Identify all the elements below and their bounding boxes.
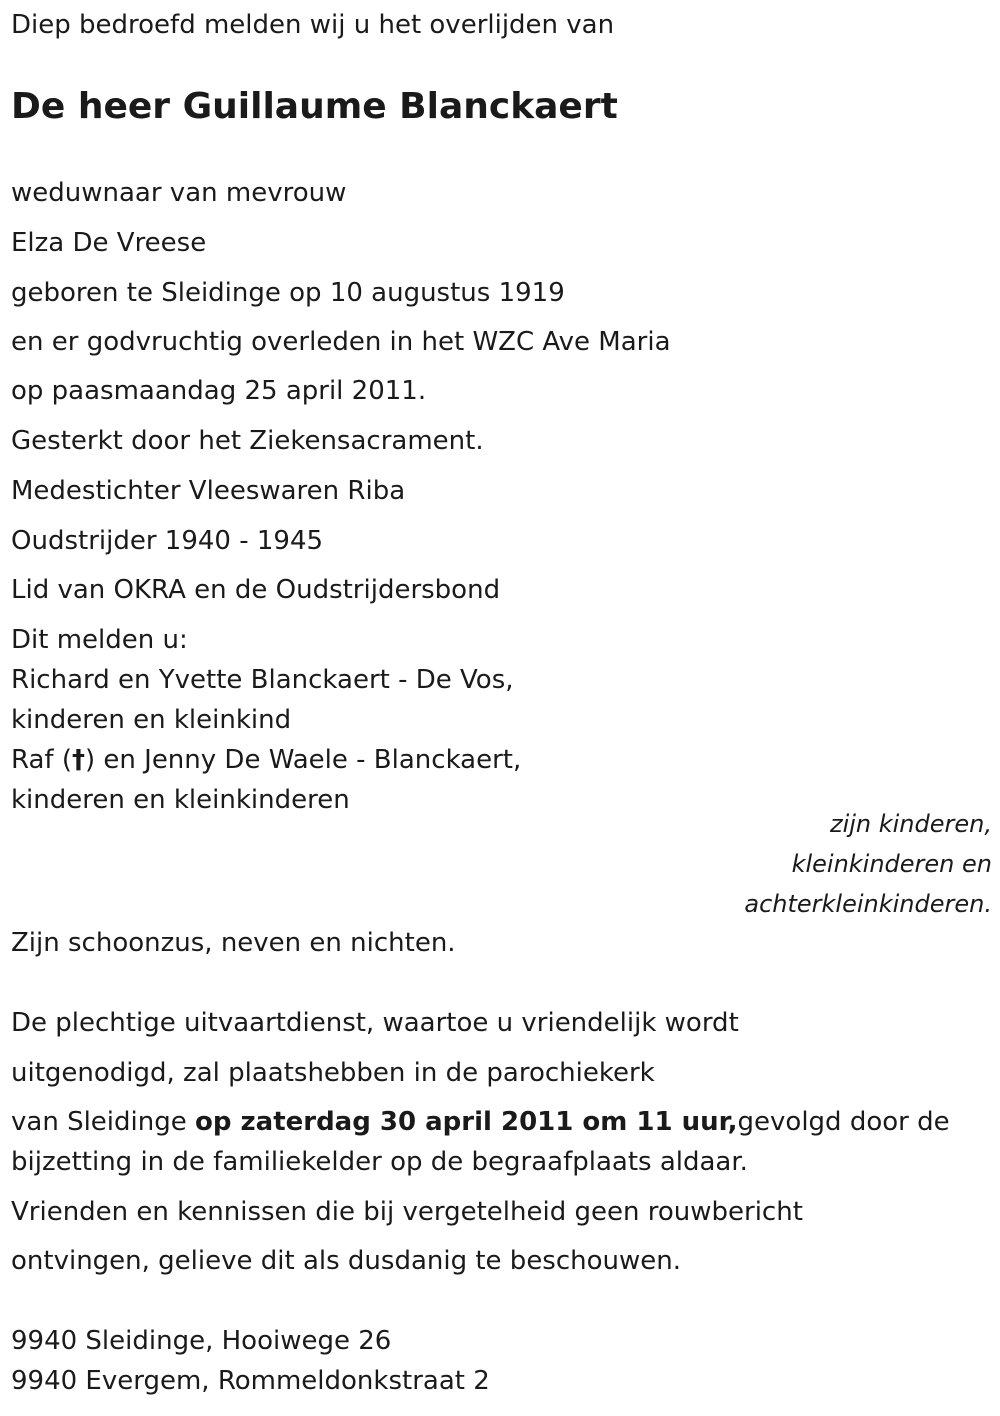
signoff-line: achterkleinkinderen.	[744, 890, 992, 918]
deceased-name: De heer Guillaume Blanckaert	[11, 86, 618, 127]
others-line: Zijn schoonzus, neven en nichten.	[11, 928, 456, 958]
bio-line: Medestichter Vleeswaren Riba	[11, 476, 406, 506]
service-line: uitgenodigd, zal plaatshebben in de parochiekerk	[11, 1058, 655, 1088]
address-line: 9940 Evergem, Rommeldonkstraat 2	[11, 1366, 490, 1396]
bio-line: geboren te Sleidinge op 10 augustus 1919	[11, 278, 565, 308]
service-line: bijzetting in de familiekelder op de begraafplaats aldaar.	[11, 1147, 748, 1177]
bio-line: Gesterkt door het Ziekensacrament.	[11, 426, 484, 456]
family-line: kinderen en kleinkinderen	[11, 785, 350, 815]
service-date: op zaterdag 30 april 2011 om 11 uur,	[194, 1107, 738, 1137]
bio-line: Lid van OKRA en de Oudstrijdersbond	[11, 575, 501, 605]
intro-text: Diep bedroefd melden wij u het overlijden van	[11, 10, 615, 40]
family-heading: Dit melden u:	[11, 625, 188, 655]
address-line: 9940 Sleidinge, Hooiwege 26	[11, 1326, 392, 1356]
family-line: kinderen en kleinkind	[11, 705, 292, 735]
signoff-line: zijn kinderen,	[829, 810, 992, 838]
service-line: De plechtige uitvaartdienst, waartoe u vriendelijk wordt	[11, 1008, 739, 1038]
bio-line: en er godvruchtig overleden in het WZC Ave Maria	[11, 327, 671, 357]
family-line-text: Raf (	[11, 745, 72, 775]
bio-line: op paasmaandag 25 april 2011.	[11, 376, 427, 406]
notice-line: ontvingen, gelieve dit als dusdanig te beschouwen.	[11, 1246, 682, 1276]
service-text: gevolgd door de	[737, 1107, 950, 1137]
notice-line: Vrienden en kennissen die bij vergetelheid geen rouwbericht	[11, 1197, 803, 1227]
family-line	[11, 745, 521, 775]
family-line: Richard en Yvette Blanckaert - De Vos,	[11, 665, 514, 695]
service-line	[11, 1107, 950, 1137]
family-line-text: ) en Jenny De Waele - Blanckaert,	[85, 745, 522, 775]
signoff-line: kleinkinderen en	[791, 850, 992, 878]
bio-line: Elza De Vreese	[11, 228, 207, 258]
service-text: van Sleidinge	[11, 1107, 195, 1137]
cross-icon: †	[72, 745, 85, 775]
bio-line: weduwnaar van mevrouw	[11, 178, 347, 208]
bio-line: Oudstrijder 1940 - 1945	[11, 526, 324, 556]
